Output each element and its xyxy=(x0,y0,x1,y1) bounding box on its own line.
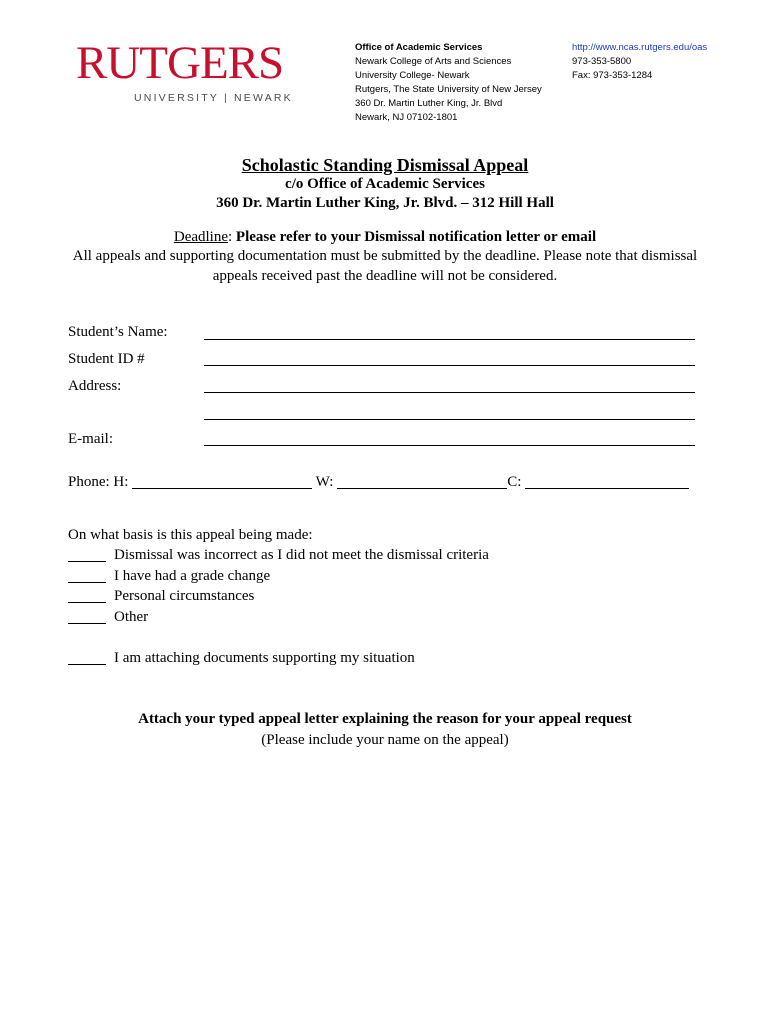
option-label: I am attaching documents supporting my situation xyxy=(114,650,415,666)
option-grade-change xyxy=(68,568,270,585)
basis-question: On what basis is this appeal being made: xyxy=(68,527,313,543)
option-blank[interactable] xyxy=(68,547,106,562)
college-name: Newark College of Arts and Sciences xyxy=(355,56,512,67)
work-phone-label: W: xyxy=(315,474,334,490)
cell-phone-label: C: xyxy=(507,474,522,490)
phone-number: 973-353-5800 xyxy=(572,56,632,67)
option-attaching-documents xyxy=(68,650,415,667)
student-name-label: Student’s Name: xyxy=(68,324,168,340)
work-phone-field[interactable] xyxy=(337,473,507,489)
deadline-text: Please refer to your Dismissal notification letter or email xyxy=(235,229,597,245)
office-address-block xyxy=(355,41,542,125)
option-incorrect-dismissal xyxy=(68,547,489,564)
rutgers-logo xyxy=(76,37,293,108)
option-label: Other xyxy=(114,609,149,625)
form-title: Scholastic Standing Dismissal Appeal xyxy=(241,155,529,175)
city-zip: Newark, NJ 07102-1801 xyxy=(355,112,458,123)
address-label: Address: xyxy=(68,378,122,394)
fax-number: Fax: 973-353-1284 xyxy=(572,70,653,81)
email-field[interactable] xyxy=(204,445,695,446)
address-field-2[interactable] xyxy=(204,419,695,420)
street-address: 360 Dr. Martin Luther King, Jr. Blvd xyxy=(355,98,503,109)
student-id-label: Student ID # xyxy=(68,351,145,367)
email-label: E-mail: xyxy=(68,431,113,447)
office-line: c/o Office of Academic Services xyxy=(285,176,485,192)
address-field-1[interactable] xyxy=(204,392,695,393)
option-label: Personal circumstances xyxy=(114,588,255,604)
logo-wordmark: RUTGERS xyxy=(76,37,284,89)
option-blank[interactable] xyxy=(68,609,106,624)
option-blank[interactable] xyxy=(68,650,106,665)
option-other xyxy=(68,609,148,626)
option-blank[interactable] xyxy=(68,568,106,583)
logo-subtitle: UNIVERSITY | NEWARK xyxy=(134,92,293,104)
address-line: 360 Dr. Martin Luther King, Jr. Blvd. – 312 Hill Hall xyxy=(216,195,554,211)
phone-row xyxy=(68,473,689,491)
option-blank[interactable] xyxy=(68,588,106,603)
cell-phone-field[interactable] xyxy=(525,473,689,489)
home-phone-label: Phone: H: xyxy=(68,474,129,490)
home-phone-field[interactable] xyxy=(132,473,312,489)
deadline-line xyxy=(0,229,770,246)
attach-note: (Please include your name on the appeal) xyxy=(261,732,509,748)
option-personal-circumstances xyxy=(68,588,254,605)
student-name-field[interactable] xyxy=(204,339,695,340)
deadline-colon: : xyxy=(228,229,233,245)
university-name: Rutgers, The State University of New Jersey xyxy=(355,84,542,95)
deadline-note-2: appeals received past the deadline will not be considered. xyxy=(212,268,558,284)
option-label: I have had a grade change xyxy=(114,568,271,584)
university-college: University College- Newark xyxy=(355,70,470,81)
student-id-field[interactable] xyxy=(204,365,695,366)
office-name: Office of Academic Services xyxy=(355,42,483,53)
website-link[interactable]: http://www.ncas.rutgers.edu/oas xyxy=(572,42,708,53)
contact-info-block xyxy=(572,41,707,83)
option-label: Dismissal was incorrect as I did not meet the dismissal criteria xyxy=(114,547,489,563)
deadline-label: Deadline xyxy=(173,229,228,245)
deadline-note-1: All appeals and supporting documentation must be submitted by the deadline. Please note that dismissal xyxy=(72,248,698,264)
attach-instruction: Attach your typed appeal letter explaining the reason for your appeal request xyxy=(138,711,632,727)
